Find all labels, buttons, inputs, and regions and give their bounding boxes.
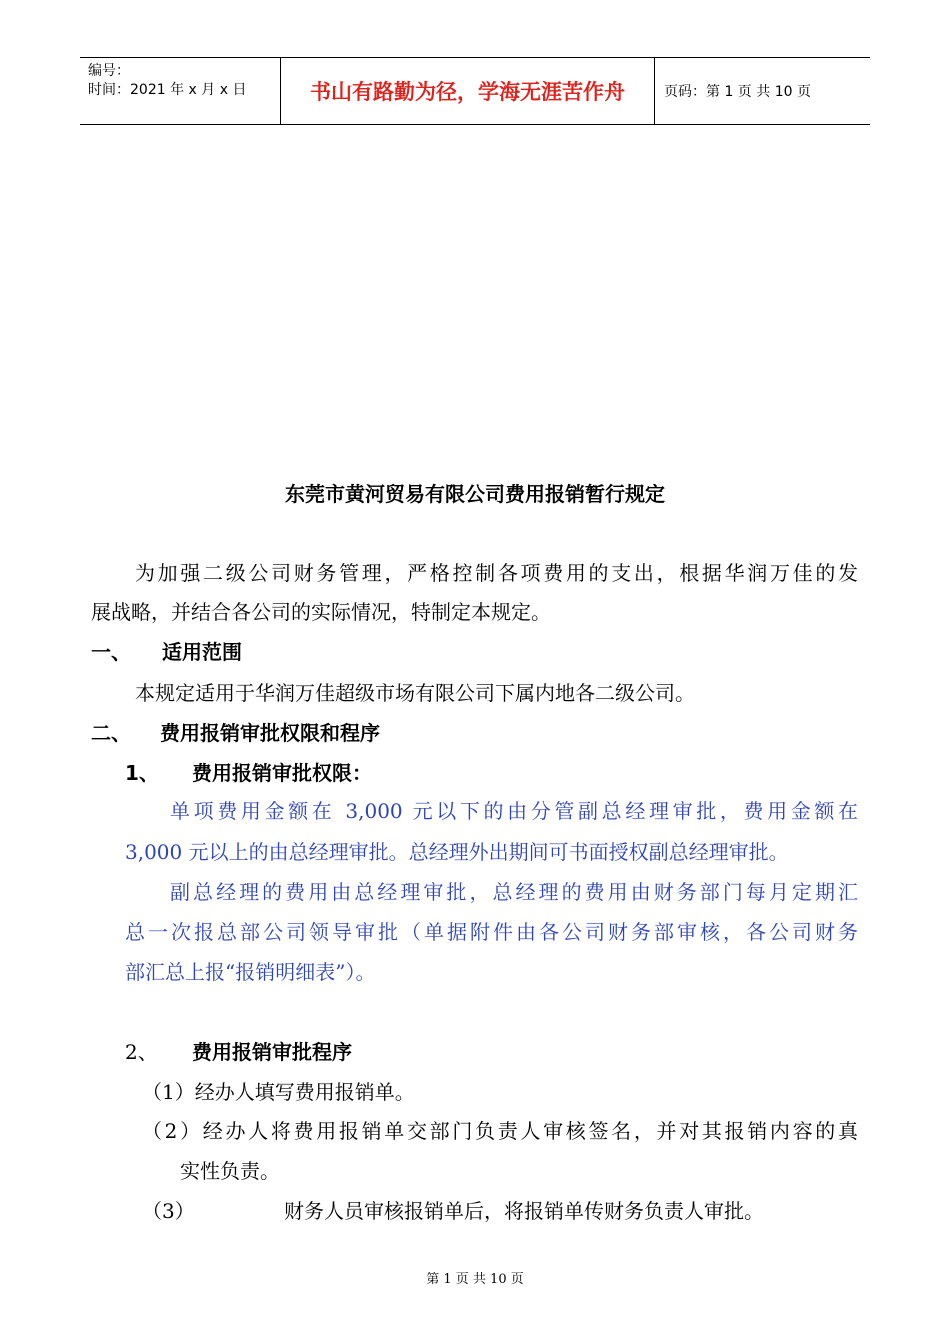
- intro-line-1: 为加强二级公司财务管理，严格控制各项费用的支出，根据华润万佳的发: [135, 561, 858, 585]
- section-1-heading: 适用范围: [162, 640, 242, 664]
- time-label: 时间：2021 年 x 月 x 日: [88, 82, 247, 98]
- header-meta: [80, 58, 281, 124]
- sub-2-item-3-number: （3）: [142, 1199, 195, 1223]
- sub-1-number: 1、: [125, 761, 159, 785]
- section-2-number: 二、: [91, 721, 131, 745]
- page-footer: 第 1 页 共 10 页: [426, 1272, 524, 1287]
- section-2-heading: 费用报销审批权限和程序: [160, 721, 380, 745]
- sub-2-heading: 费用报销审批程序: [192, 1040, 352, 1064]
- sub-2-item-2-line-1: （2）经办人将费用报销单交部门负责人审核签名，并对其报销内容的真: [142, 1119, 858, 1143]
- number-label: 编号：: [88, 63, 130, 79]
- sub-2-number: 2、: [125, 1040, 158, 1064]
- sub-1-paragraph-2-line-3: 部汇总上报“报销明细表”）。: [125, 960, 376, 984]
- document-title: 东莞市黄河贸易有限公司费用报销暂行规定: [285, 482, 665, 506]
- sub-1-paragraph-2-line-1: 副总经理的费用由总经理审批，总经理的费用由财务部门每月定期汇: [170, 880, 858, 904]
- header-page-info: 页码：第 1 页 共 10 页: [664, 84, 811, 100]
- sub-1-paragraph-2-line-2: 总一次报总部公司领导审批（单据附件由各公司财务部审核，各公司财务: [125, 920, 858, 944]
- sub-2-item-2-line-2: 实性负责。: [180, 1159, 280, 1183]
- section-1-number: 一、: [91, 640, 131, 664]
- sub-2-item-3-text: 财务人员审核报销单后，将报销单传财务负责人审批。: [284, 1199, 764, 1223]
- page-header: [80, 57, 870, 125]
- sub-2-item-1: （1）经办人填写费用报销单。: [142, 1080, 415, 1104]
- sub-1-paragraph-1-line-1: 单项费用金额在 3,000 元以下的由分管副总经理审批，费用金额在: [170, 799, 858, 823]
- sub-1-heading: 费用报销审批权限：: [192, 761, 372, 785]
- intro-line-2: 展战略，并结合各公司的实际情况，特制定本规定。: [91, 600, 551, 624]
- section-1-body: 本规定适用于华润万佳超级市场有限公司下属内地各二级公司。: [135, 681, 695, 705]
- sub-1-paragraph-1-line-2: 3,000 元以上的由总经理审批。总经理外出期间可书面授权副总经理审批。: [125, 840, 789, 864]
- header-motto: 书山有路勤为径，学海无涯苦作舟: [281, 58, 655, 124]
